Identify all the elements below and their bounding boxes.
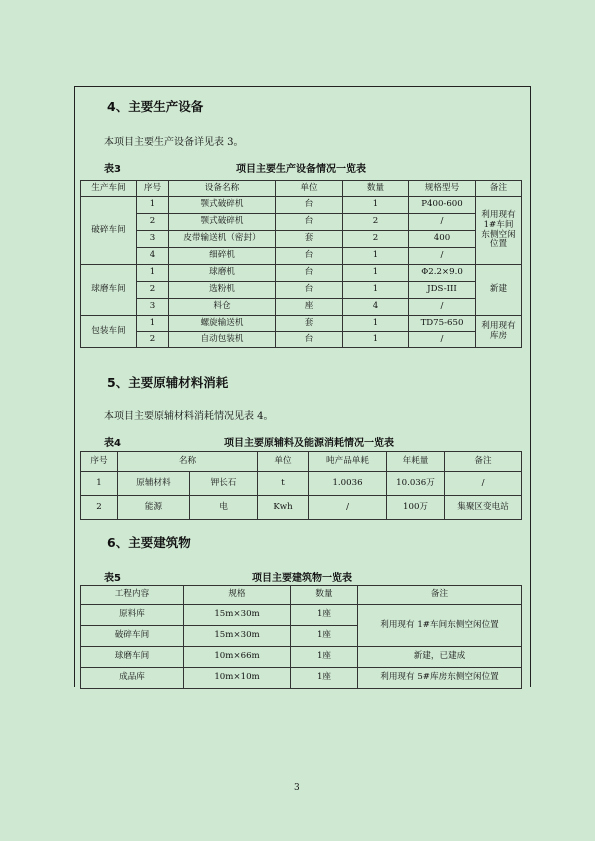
cell: JDS-III: [409, 282, 476, 299]
header-note: 备注: [358, 586, 522, 605]
cell: 原料库: [81, 605, 184, 626]
cell: 3: [137, 299, 169, 316]
table-row: [81, 647, 522, 668]
cell: 2: [343, 214, 409, 231]
cell: 集聚区变电站: [445, 496, 522, 520]
cell: 台: [276, 214, 343, 231]
buildings-table: [80, 585, 522, 689]
cell: 新建，已建成: [358, 647, 522, 668]
cell: 成品库: [81, 668, 184, 689]
cell: 细碎机: [169, 248, 276, 265]
cell: Φ2.2×9.0: [409, 265, 476, 282]
table-row: [81, 472, 522, 496]
section-5-heading: 5、主要原辅材料消耗: [107, 375, 229, 390]
table-5-title: 项目主要建筑物一览表: [252, 573, 352, 584]
cell: 1: [81, 472, 118, 496]
workshop-cell: 球磨车间: [81, 265, 137, 316]
table-3-title: 项目主要生产设备情况一览表: [236, 164, 366, 175]
cell: 1: [137, 316, 169, 332]
note-cell: 新建: [476, 265, 522, 316]
header-equipment: 设备名称: [169, 181, 276, 197]
cell: /: [409, 248, 476, 265]
cell: 1: [137, 197, 169, 214]
table-row: [81, 496, 522, 520]
cell: 螺旋输送机: [169, 316, 276, 332]
cell: 台: [276, 332, 343, 348]
cell: 台: [276, 265, 343, 282]
header-item: 工程内容: [81, 586, 184, 605]
merged-note-cell: 利用现有 1#车间东侧空闲位置: [358, 605, 522, 647]
note-cell: 利用现有库房: [476, 316, 522, 348]
table-row: [81, 282, 522, 299]
workshop-cell: 包装车间: [81, 316, 137, 348]
cell: 100万: [387, 496, 445, 520]
table-row: [81, 605, 522, 626]
header-unit: 单位: [276, 181, 343, 197]
cell: /: [409, 332, 476, 348]
header-quantity: 数量: [291, 586, 358, 605]
materials-table: [80, 451, 522, 520]
header-name: 名称: [118, 452, 258, 472]
cell: 10.036万: [387, 472, 445, 496]
table-row: [81, 231, 522, 248]
cell: 台: [276, 197, 343, 214]
cell: 2: [137, 214, 169, 231]
cell: /: [409, 214, 476, 231]
cell: 料仓: [169, 299, 276, 316]
header-quantity: 数量: [343, 181, 409, 197]
cell: 400: [409, 231, 476, 248]
cell: 2: [81, 496, 118, 520]
cell: 4: [343, 299, 409, 316]
cell: 座: [276, 299, 343, 316]
cell: 球磨车间: [81, 647, 184, 668]
cell: /: [445, 472, 522, 496]
table-row: [81, 197, 522, 214]
cell: 破碎车间: [81, 626, 184, 647]
section-5-paragraph: 本项目主要原辅材料消耗情况见表 4。: [104, 411, 274, 422]
cell: 1: [343, 248, 409, 265]
cell: 球磨机: [169, 265, 276, 282]
header-spec: 规格: [184, 586, 291, 605]
cell: 钾长石: [190, 472, 258, 496]
header-note: 备注: [476, 181, 522, 197]
header-index: 序号: [137, 181, 169, 197]
cell: TD75-650: [409, 316, 476, 332]
cell: 利用现有 5#库房东侧空闲位置: [358, 668, 522, 689]
section-4-heading: 4、主要生产设备: [107, 99, 204, 114]
cell: 颚式破碎机: [169, 214, 276, 231]
cell: Kwh: [258, 496, 309, 520]
cell: 10m×66m: [184, 647, 291, 668]
cell: 4: [137, 248, 169, 265]
cell: P400-600: [409, 197, 476, 214]
cell: 原辅材料: [118, 472, 190, 496]
section-4-paragraph: 本项目主要生产设备详见表 3。: [104, 137, 244, 148]
cell: 1: [137, 265, 169, 282]
page-number: 3: [294, 783, 300, 793]
header-model: 规格型号: [409, 181, 476, 197]
table-5-label: 表5: [104, 573, 121, 584]
cell: 选粉机: [169, 282, 276, 299]
header-index: 序号: [81, 452, 118, 472]
table-3-label: 表3: [104, 164, 121, 175]
cell: 1: [343, 316, 409, 332]
cell: 1座: [291, 668, 358, 689]
header-note: 备注: [445, 452, 522, 472]
cell: 15m×30m: [184, 626, 291, 647]
note-cell: 利用现有1#车间东侧空闲位置: [476, 197, 522, 265]
cell: 1座: [291, 605, 358, 626]
cell: 1: [343, 265, 409, 282]
table-4-label: 表4: [104, 438, 121, 449]
table-row: [81, 214, 522, 231]
cell: 套: [276, 316, 343, 332]
cell: 颚式破碎机: [169, 197, 276, 214]
cell: 1.0036: [309, 472, 387, 496]
cell: 皮带输送机（密封）: [169, 231, 276, 248]
cell: 2: [343, 231, 409, 248]
cell: 15m×30m: [184, 605, 291, 626]
table-row: [81, 332, 522, 348]
cell: 2: [137, 282, 169, 299]
table-row: [81, 316, 522, 332]
cell: 2: [137, 332, 169, 348]
table-row: [81, 265, 522, 282]
table-row: [81, 668, 522, 689]
header-unit-consumption: 吨产品单耗: [309, 452, 387, 472]
cell: 10m×10m: [184, 668, 291, 689]
cell: /: [309, 496, 387, 520]
cell: 电: [190, 496, 258, 520]
equipment-table: [80, 180, 522, 348]
header-unit: 单位: [258, 452, 309, 472]
cell: 1: [343, 282, 409, 299]
cell: 自动包装机: [169, 332, 276, 348]
section-6-heading: 6、主要建筑物: [107, 535, 191, 550]
table-row: [81, 299, 522, 316]
cell: 台: [276, 248, 343, 265]
cell: 1: [343, 197, 409, 214]
header-workshop: 生产车间: [81, 181, 137, 197]
cell: t: [258, 472, 309, 496]
cell: 能源: [118, 496, 190, 520]
cell: 3: [137, 231, 169, 248]
cell: 1: [343, 332, 409, 348]
table-4-title: 项目主要原辅料及能源消耗情况一览表: [224, 438, 394, 449]
table-row: [81, 248, 522, 265]
header-annual: 年耗量: [387, 452, 445, 472]
cell: 台: [276, 282, 343, 299]
workshop-cell: 破碎车间: [81, 197, 137, 265]
cell: /: [409, 299, 476, 316]
cell: 套: [276, 231, 343, 248]
cell: 1座: [291, 626, 358, 647]
cell: 1座: [291, 647, 358, 668]
